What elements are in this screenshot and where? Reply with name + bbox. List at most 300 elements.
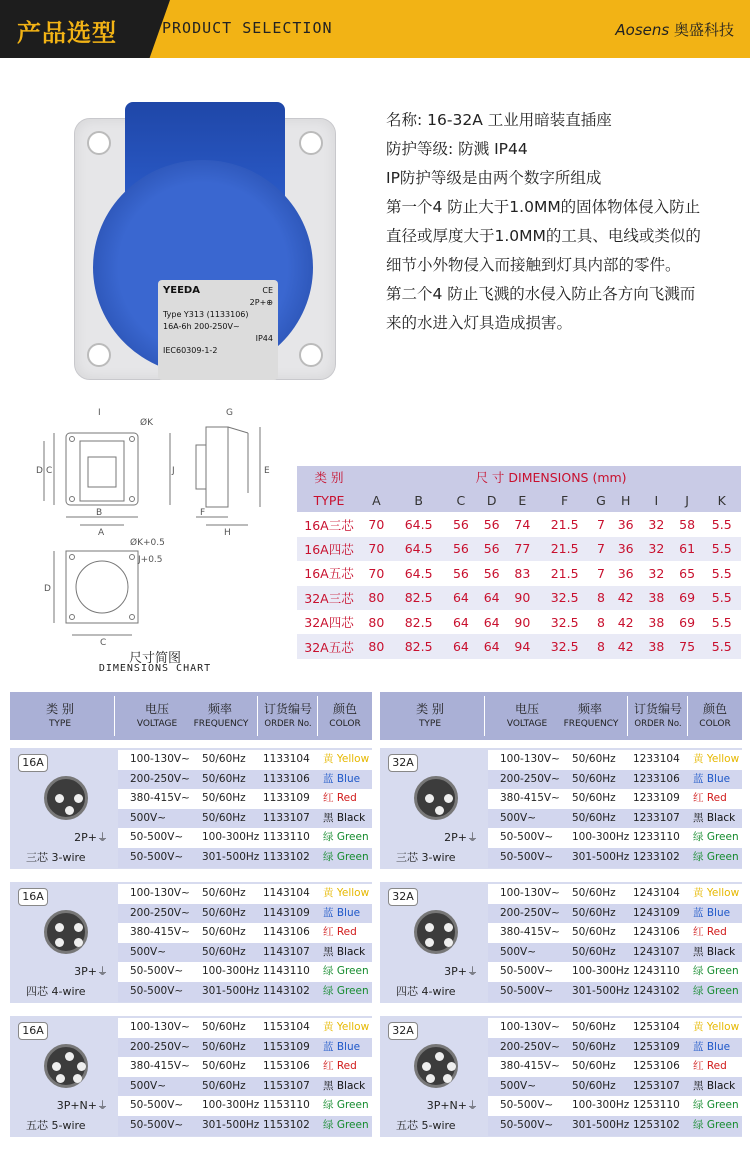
color-cell: 红 Red [323,1060,357,1073]
socket-pin-icon [44,1044,88,1088]
color-cell: 绿 Green [693,831,739,844]
color-cell: 绿 Green [693,1099,739,1112]
dim-cell: 8 [592,586,611,610]
col-header: G [592,488,611,512]
voltage-cell: 380-415V~ [500,792,560,805]
dim-cell: 56 [446,537,477,561]
color-cell: 绿 Green [693,1119,739,1131]
desc-line: 直径或厚度大于1.0MM的工具、电线或类似的 [386,227,701,245]
color-cell: 蓝 Blue [323,1040,361,1053]
voltage-cell: 100-130V~ [500,753,560,765]
drawing-label: G [226,408,233,418]
color-cell: 绿 Green [693,985,739,997]
dim-cell: 82.5 [392,634,446,658]
voltage-cell: 100-130V~ [500,1021,560,1033]
header-label: 电压 [514,702,539,716]
order-number-cell: 1243110 [633,965,680,978]
dim-cell: 32.5 [538,634,592,658]
dim-cell: 32 [641,561,672,585]
voltage-cell: 200-250V~ [130,1040,190,1053]
order-row [488,962,742,982]
socket-type-cell [388,752,482,865]
brand-name [615,19,734,40]
wire-type: 四芯 4-wire [396,985,456,998]
voltage-cell: 50-500V~ [500,1119,554,1131]
order-group [10,1016,372,1137]
frequency-cell: 50/60Hz [202,926,246,939]
pin-dot [435,806,444,815]
label-type: Type Y313 (1133106) [163,310,249,319]
dim-title: 尺 寸 DIMENSIONS (mm) [361,466,741,488]
header-divider [627,696,628,736]
pin-dot [425,938,434,947]
order-number-cell: 1153102 [263,1119,310,1131]
order-number-cell: 1153107 [263,1079,310,1092]
order-row [118,884,372,904]
drawing-label: F [200,508,206,518]
order-number-cell: 1153106 [263,1060,310,1073]
order-row [488,943,742,963]
frequency-cell: 50/60Hz [202,1040,246,1053]
frequency-cell: 100-300Hz [202,831,260,844]
order-row [118,828,372,848]
pin-dot [65,1052,74,1061]
order-row [488,770,742,790]
order-number-cell: 1133107 [263,811,310,824]
header-label: 频率 [207,702,232,716]
color-cell: 蓝 Blue [693,906,731,919]
col-header: C [446,488,477,512]
amp-badge: 32A [388,1022,418,1040]
voltage-cell: 50-500V~ [130,1099,184,1112]
header-label: COLOR [329,719,361,729]
order-number-cell: 1153109 [263,1040,310,1053]
voltage-cell: 50-500V~ [130,1119,184,1131]
drawing-caption-en: DIMENSIONS CHART [98,663,212,674]
pin-dot [444,938,453,947]
dim-cell: 64 [476,586,507,610]
pin-dot [55,938,64,947]
frequency-cell: 50/60Hz [572,926,616,939]
dim-cell: 36 [610,561,641,585]
pin-config: 2P+⏚ [74,831,108,844]
order-number-cell: 1253104 [633,1021,680,1033]
voltage-cell: 380-415V~ [130,792,190,805]
dim-cell: 80 [361,610,392,634]
frequency-cell: 50/60Hz [202,945,246,958]
order-number-cell: 1143109 [263,906,310,919]
col-header: J [672,488,703,512]
order-number-cell: 1143102 [263,985,310,997]
header-label: 颜色 [702,702,727,716]
dim-cell: 70 [361,537,392,561]
socket-pin-icon [44,776,88,820]
order-number-cell: 1253110 [633,1099,680,1112]
dim-cell: 5.5 [702,634,741,658]
order-row [118,809,372,829]
voltage-cell: 50-500V~ [500,851,554,863]
pin-dot [77,1062,86,1071]
voltage-cell: 50-500V~ [130,965,184,978]
frequency-cell: 50/60Hz [572,811,616,824]
dim-cell: 82.5 [392,586,446,610]
rating-label [158,280,278,380]
frequency-cell: 50/60Hz [572,1079,616,1092]
dim-cell: 36 [610,537,641,561]
dim-cell: 94 [507,634,538,658]
drawing-label: H [224,528,231,538]
header-label: TYPE [48,719,72,729]
pin-config: 3P+⏚ [74,965,108,978]
header-label: 颜色 [332,702,357,716]
order-number-cell: 1253106 [633,1060,680,1073]
dim-cell: 21.5 [538,512,592,536]
color-cell: 绿 Green [323,831,369,844]
drawing-label: J+0.5 [138,555,163,565]
order-row [488,848,742,868]
dim-cell: 42 [610,634,641,658]
socket-type-cell [18,752,112,865]
dim-row-name: 16A五芯 [297,561,361,585]
order-number-cell: 1243102 [633,985,680,997]
dim-column-row [297,488,741,512]
color-cell: 黑 Black [693,1079,736,1092]
header-divider [484,696,485,736]
frequency-cell: 50/60Hz [572,1060,616,1073]
col-header: D [476,488,507,512]
voltage-cell: 380-415V~ [130,926,190,939]
order-number-cell: 1143106 [263,926,310,939]
order-group [10,882,372,1003]
dim-cell: 64.5 [392,561,446,585]
order-row [488,1077,742,1097]
color-cell: 蓝 Blue [323,772,361,785]
dim-cell: 32 [641,512,672,536]
drawing-label: C [46,466,53,476]
frequency-cell: 50/60Hz [202,1021,246,1033]
order-row [118,1077,372,1097]
header-label: 频率 [577,702,602,716]
header-label: FREQUENCY [193,719,249,729]
dim-cell: 80 [361,586,392,610]
dim-row [297,512,741,536]
socket-type-cell [388,1020,482,1133]
pin-dot [52,1062,61,1071]
color-cell: 绿 Green [693,851,739,863]
dim-row [297,561,741,585]
dim-cell: 42 [610,586,641,610]
voltage-cell: 500V~ [130,811,167,824]
voltage-cell: 50-500V~ [500,965,554,978]
order-row [118,1018,372,1038]
amp-badge: 32A [388,888,418,906]
dim-row-name: 32A五芯 [297,634,361,658]
dim-cell: 70 [361,512,392,536]
voltage-cell: 500V~ [130,1079,167,1092]
frequency-cell: 50/60Hz [572,792,616,805]
voltage-cell: 380-415V~ [130,1060,190,1073]
color-cell: 黑 Black [323,945,366,958]
dim-row-name: 32A四芯 [297,610,361,634]
socket-pin-icon [414,776,458,820]
drawing-label: ØK+0.5 [130,538,165,548]
dimension-table [297,466,741,659]
color-cell: 红 Red [693,1060,727,1073]
desc-line: 来的水进入灯具造成损害。 [386,314,573,332]
order-row [488,923,742,943]
order-row [118,770,372,790]
dim-row-name: 32A三芯 [297,586,361,610]
order-number-cell: 1253102 [633,1119,680,1131]
order-row [118,1116,372,1136]
dim-cell: 21.5 [538,561,592,585]
wire-type: 五芯 5-wire [26,1119,86,1132]
socket-body [93,160,313,375]
voltage-cell: 50-500V~ [500,831,554,844]
dim-cell: 38 [641,610,672,634]
color-cell: 黑 Black [323,811,366,824]
header-label: COLOR [699,719,731,729]
col-header: H [610,488,641,512]
pin-dot [74,938,83,947]
drawing-caption-cn: 尺寸简图 [128,651,181,666]
amp-badge: 16A [18,754,48,772]
pin-dot [435,1052,444,1061]
label-ip: IP44 [255,334,273,343]
header-divider [317,696,318,736]
dim-cell: 7 [592,512,611,536]
col-header: A [361,488,392,512]
color-cell: 红 Red [693,792,727,805]
col-header: I [641,488,672,512]
order-row [118,789,372,809]
voltage-cell: 500V~ [500,945,537,958]
desc-line: 名称: 16-32A 工业用暗装直插座 [386,111,612,129]
drawing-label: E [264,466,270,476]
frequency-cell: 50/60Hz [572,887,616,899]
order-row [488,982,742,1002]
dim-cell: 5.5 [702,537,741,561]
dim-cell: 61 [672,537,703,561]
color-cell: 红 Red [693,926,727,939]
order-group [380,748,742,869]
technical-drawing [20,405,290,645]
color-cell: 黄 Yellow [693,887,740,899]
order-row [118,982,372,1002]
header-label: TYPE [418,719,442,729]
pin-dot [55,923,64,932]
pin-dot [74,923,83,932]
header-label: 类 别 [416,702,444,716]
frequency-cell: 50/60Hz [572,1040,616,1053]
pin-dot [425,923,434,932]
dim-cell: 5.5 [702,610,741,634]
dim-cell: 7 [592,561,611,585]
order-table-16a [10,692,372,1147]
header-label: 订货编号 [263,702,312,716]
col-header: K [702,488,741,512]
order-row [118,943,372,963]
frequency-cell: 100-300Hz [202,965,260,978]
dim-cell: 42 [610,610,641,634]
dim-cell: 64 [446,610,477,634]
dim-cell: 56 [476,512,507,536]
drawing-label: D [44,584,51,594]
banner-title-en: PRODUCT SELECTION [162,19,333,37]
amp-badge: 32A [388,754,418,772]
order-row [118,923,372,943]
label-poles: 2P+⊕ [249,298,273,307]
frequency-cell: 100-300Hz [202,1099,260,1112]
desc-line: 防护等级: 防溅 IP44 [386,140,528,158]
type-cn: 类 别 [297,466,361,488]
color-cell: 黄 Yellow [323,1021,370,1033]
dim-cell: 58 [672,512,703,536]
pin-config: 3P+N+⏚ [426,1099,478,1112]
color-cell: 红 Red [323,926,357,939]
dim-cell: 83 [507,561,538,585]
header-label: ORDER No. [264,719,312,729]
drawing-label: C [100,638,107,645]
socket-pin-icon [414,1044,458,1088]
socket-pin-icon [414,910,458,954]
order-number-cell: 1133102 [263,851,310,863]
voltage-cell: 500V~ [130,945,167,958]
dim-cell: 38 [641,586,672,610]
order-row [118,904,372,924]
order-row [118,1096,372,1116]
frequency-cell: 301-500Hz [202,985,260,997]
brand-cn: 奥盛科技 [673,21,734,39]
order-row [118,848,372,868]
dim-cell: 75 [672,634,703,658]
drawing-label: ØK [140,418,153,428]
dim-cell: 36 [610,512,641,536]
order-group [380,1016,742,1137]
dim-cell: 82.5 [392,610,446,634]
frequency-cell: 301-500Hz [572,985,630,997]
dim-row-name: 16A四芯 [297,537,361,561]
frequency-cell: 50/60Hz [202,1079,246,1092]
socket-type-cell [18,1020,112,1133]
dim-cell: 65 [672,561,703,585]
pin-dot [73,1074,82,1083]
frequency-cell: 301-500Hz [202,851,260,863]
order-row [118,750,372,770]
color-cell: 蓝 Blue [323,906,361,919]
wire-type: 三芯 3-wire [26,851,86,864]
dim-cell: 5.5 [702,586,741,610]
color-cell: 黑 Black [693,945,736,958]
pin-dot [422,1062,431,1071]
voltage-cell: 100-130V~ [130,887,190,899]
dim-cell: 7 [592,537,611,561]
frequency-cell: 301-500Hz [572,1119,630,1131]
voltage-cell: 50-500V~ [130,985,184,997]
dim-header-row [297,466,741,488]
dim-cell: 8 [592,634,611,658]
color-cell: 黄 Yellow [323,887,370,899]
order-row [118,962,372,982]
header-banner [0,0,750,58]
order-row [488,809,742,829]
dim-row-name: 16A三芯 [297,512,361,536]
dim-cell: 64.5 [392,512,446,536]
frequency-cell: 100-300Hz [572,965,630,978]
frequency-cell: 50/60Hz [202,792,246,805]
dim-row [297,610,741,634]
pin-dot [447,1062,456,1071]
dim-row [297,586,741,610]
dim-cell: 80 [361,634,392,658]
order-row [488,828,742,848]
order-number-cell: 1253107 [633,1079,680,1092]
frequency-cell: 50/60Hz [572,753,616,765]
order-number-cell: 1233109 [633,792,680,805]
order-row [488,1096,742,1116]
color-cell: 黄 Yellow [693,1021,740,1033]
wire-type: 四芯 4-wire [26,985,86,998]
dim-cell: 64 [446,634,477,658]
order-table-header [380,692,742,740]
order-row [488,789,742,809]
socket-type-cell [18,886,112,999]
frequency-cell: 50/60Hz [572,906,616,919]
screw-hole [299,131,323,155]
color-cell: 绿 Green [323,1119,369,1131]
order-number-cell: 1243107 [633,945,680,958]
pin-config: 2P+⏚ [444,831,478,844]
screw-hole [299,343,323,367]
pin-dot [444,923,453,932]
order-number-cell: 1243106 [633,926,680,939]
dim-cell: 69 [672,610,703,634]
dim-cell: 74 [507,512,538,536]
order-row [488,904,742,924]
desc-line: 第二个4 防止飞溅的水侵入防止各方向飞溅而 [386,285,696,303]
order-number-cell: 1143107 [263,945,310,958]
label-ce: CE [262,286,273,295]
frequency-cell: 301-500Hz [572,851,630,863]
drawing-label: A [98,528,105,538]
color-cell: 绿 Green [323,1099,369,1112]
dim-cell: 38 [641,634,672,658]
drawing-label: D [36,466,43,476]
order-number-cell: 1153110 [263,1099,310,1112]
header-label: 订货编号 [633,702,682,716]
pin-dot [426,1074,435,1083]
product-description [386,106,746,338]
pin-config: 3P+⏚ [444,965,478,978]
dim-cell: 21.5 [538,537,592,561]
label-brand: YEEDA [163,285,200,296]
color-cell: 黄 Yellow [323,753,370,765]
pin-dot [65,806,74,815]
socket-pin-icon [44,910,88,954]
dim-cell: 5.5 [702,561,741,585]
frequency-cell: 50/60Hz [202,906,246,919]
order-number-cell: 1253109 [633,1040,680,1053]
col-header: F [538,488,592,512]
pin-dot [425,794,434,803]
order-row [488,1057,742,1077]
brand-en: Aosens [615,21,670,39]
banner-title-cn: 产品选型 [17,19,117,47]
desc-line: 细节小外物侵入而接触到灯具内部的零件。 [386,256,681,274]
order-row [488,1038,742,1058]
order-table-32a [380,692,742,1147]
label-rating: 16A-6h 200-250V~ [163,322,240,331]
